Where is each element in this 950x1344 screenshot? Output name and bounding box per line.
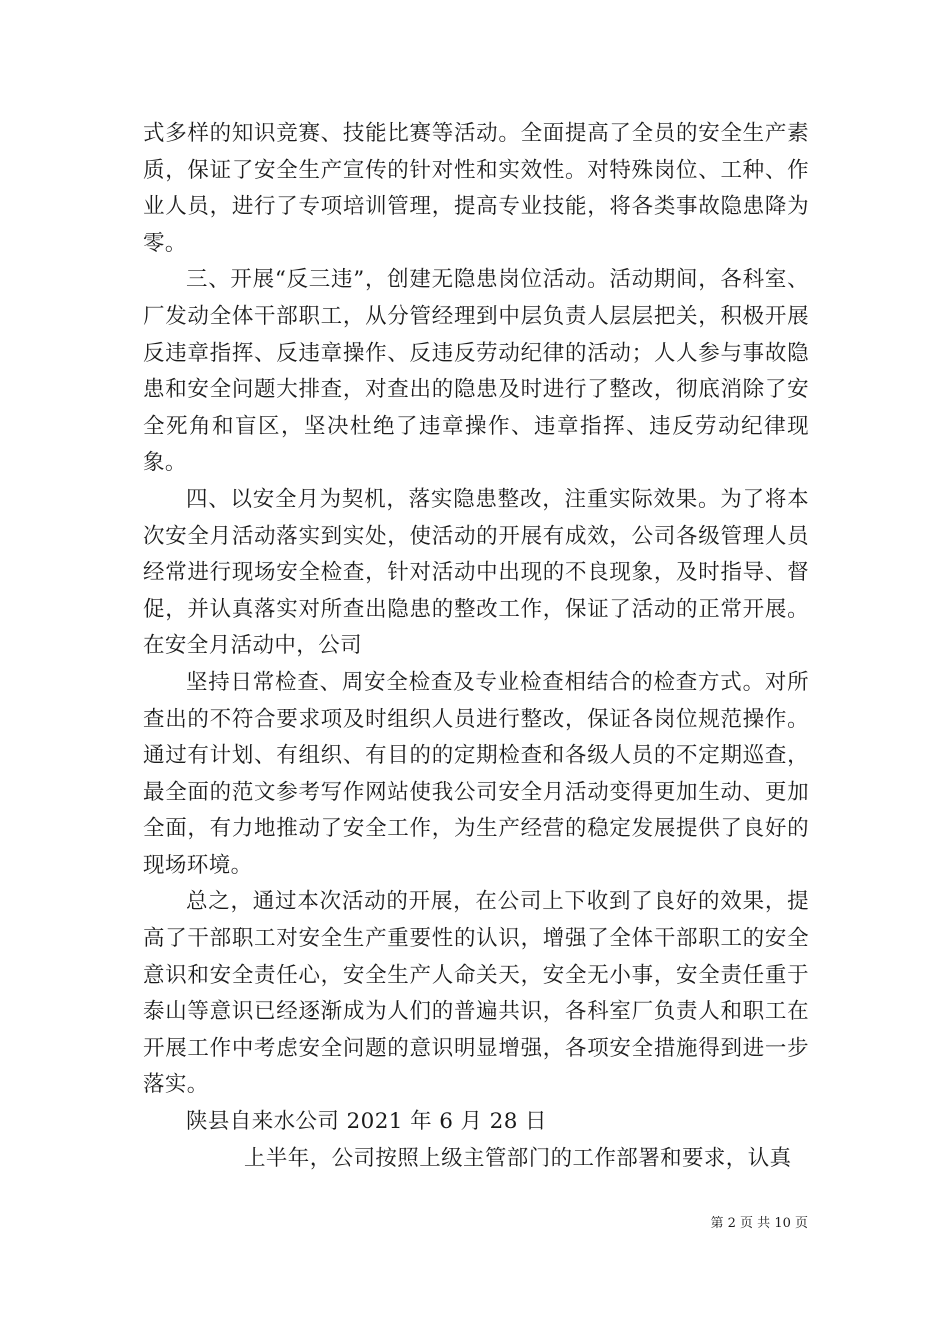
document-body (143, 116, 809, 1177)
page-number: 第 2 页 共 10 页 (710, 1216, 808, 1231)
paragraph-section-four: 四、以安全月为契机，落实隐患整改，注重实际效果。为了将本次安全月活动落实到实处，使活动的开展有成效，公司各级管理人员经常进行现场安全检查，针对活动中出现的不良现象，及时指导、督促，并认真落实对所查出隐患的整改工作，保证了活动的正常开展。在安全月活动中，公司 (143, 486, 809, 659)
paragraph-section-three: 三、开展“反三违”，创建无隐患岗位活动。活动期间，各科室、厂发动全体干部职工，从分管经理到中层负责人层层把关，积极开展反违章指挥、反违章操作、反违反劳动纪律的活动；人人参与事故隐患和安全问题大排查，对查出的隐患及时进行了整改，彻底消除了安全死角和盲区，坚决杜绝了违章操作、违章指挥、违反劳动纪律现象。 (143, 267, 809, 476)
signature-line: 陕县自来水公司 2021 年 6 月 28 日 (186, 1109, 547, 1135)
paragraph-inspection: 坚持日常检查、周安全检查及专业检查相结合的检查方式。对所查出的不符合要求项及时组织人员进行整改，保证各岗位规范操作。通过有计划、有组织、有目的的定期检查和各级人员的不定期巡查，最全面的范文参考写作网站使我公司安全月活动变得更加生动、更加全面，有力地推动了安全工作，为生产经营的稳定发展提供了良好的现场环境。 (143, 669, 809, 878)
paragraph-conclusion: 总之，通过本次活动的开展，在公司上下收到了良好的效果，提高了干部职工对安全生产重要性的认识，增强了全体干部职工的安全意识和安全责任心，安全生产人命关天，安全无小事，安全责任重于泰山等意识已经逐渐成为人们的普遍共识，各科室厂负责人和职工在开展工作中考虑安全问题的意识明显增强，各项安全措施得到进一步落实。 (143, 889, 809, 1098)
paragraph-next-section: 上半年，公司按照上级主管部门的工作部署和要求，认真 (244, 1145, 792, 1171)
paragraph-intro-continuation: 式多样的知识竞赛、技能比赛等活动。全面提高了全员的安全生产素质，保证了安全生产宣传的针对性和实效性。对特殊岗位、工种、作业人员，进行了专项培训管理，提高专业技能，将各类事故隐患降为零。 (143, 121, 809, 256)
